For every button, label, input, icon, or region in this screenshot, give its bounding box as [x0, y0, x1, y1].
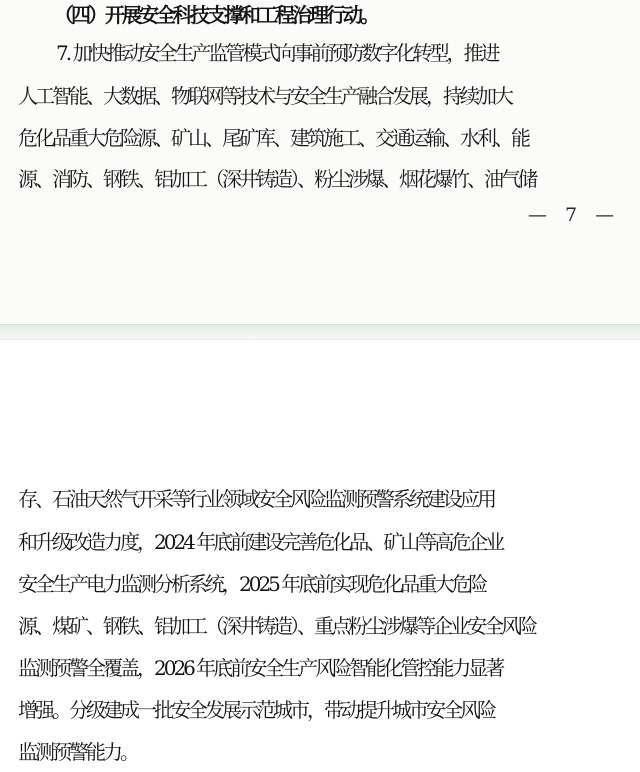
- page-separator: [0, 324, 640, 340]
- document-page-top: [0, 0, 640, 324]
- paragraph-line: 监测预警能力。: [18, 740, 137, 764]
- section-heading: （四）开展安全科技支撑和工程治理行动。: [54, 3, 377, 27]
- paragraph-line: 源、消防、钢铁、铝加工（深井铸造）、粉尘涉爆、烟花爆竹、油气储: [18, 167, 535, 191]
- document-page-bottom: [0, 340, 640, 772]
- paragraph-line: 存、石油天然气开采等行业领域安全风险监测预警系统建设应用: [18, 487, 494, 511]
- paragraph-line: 人工智能、大数据、物联网等技术与安全生产融合发展，持续加大: [18, 84, 511, 108]
- paragraph-line: 安全生产电力监测分析系统，2025 年底前实现危化品重大危险: [18, 572, 486, 596]
- paragraph-line: 危化品重大危险源、矿山、尾矿库、建筑施工、交通运输、水利、能: [18, 126, 528, 150]
- paragraph-line: 7. 加快推动安全生产监管模式向事前预防数字化转型，推进: [56, 41, 498, 65]
- paragraph-line: 源、煤矿、钢铁、铝加工（深井铸造）、重点粉尘涉爆等企业安全风险: [18, 614, 535, 638]
- paragraph-line: 监测预警全覆盖，2026 年底前安全生产风险智能化管控能力显著: [18, 656, 503, 680]
- paragraph-line: 和升级改造力度，2024 年底前建设完善危化品、矿山等高危企业: [18, 530, 503, 554]
- page-number: — 7 —: [528, 204, 621, 226]
- paragraph-line: 增强。分级建成一批安全发展示范城市，带动提升城市安全风险: [18, 698, 494, 722]
